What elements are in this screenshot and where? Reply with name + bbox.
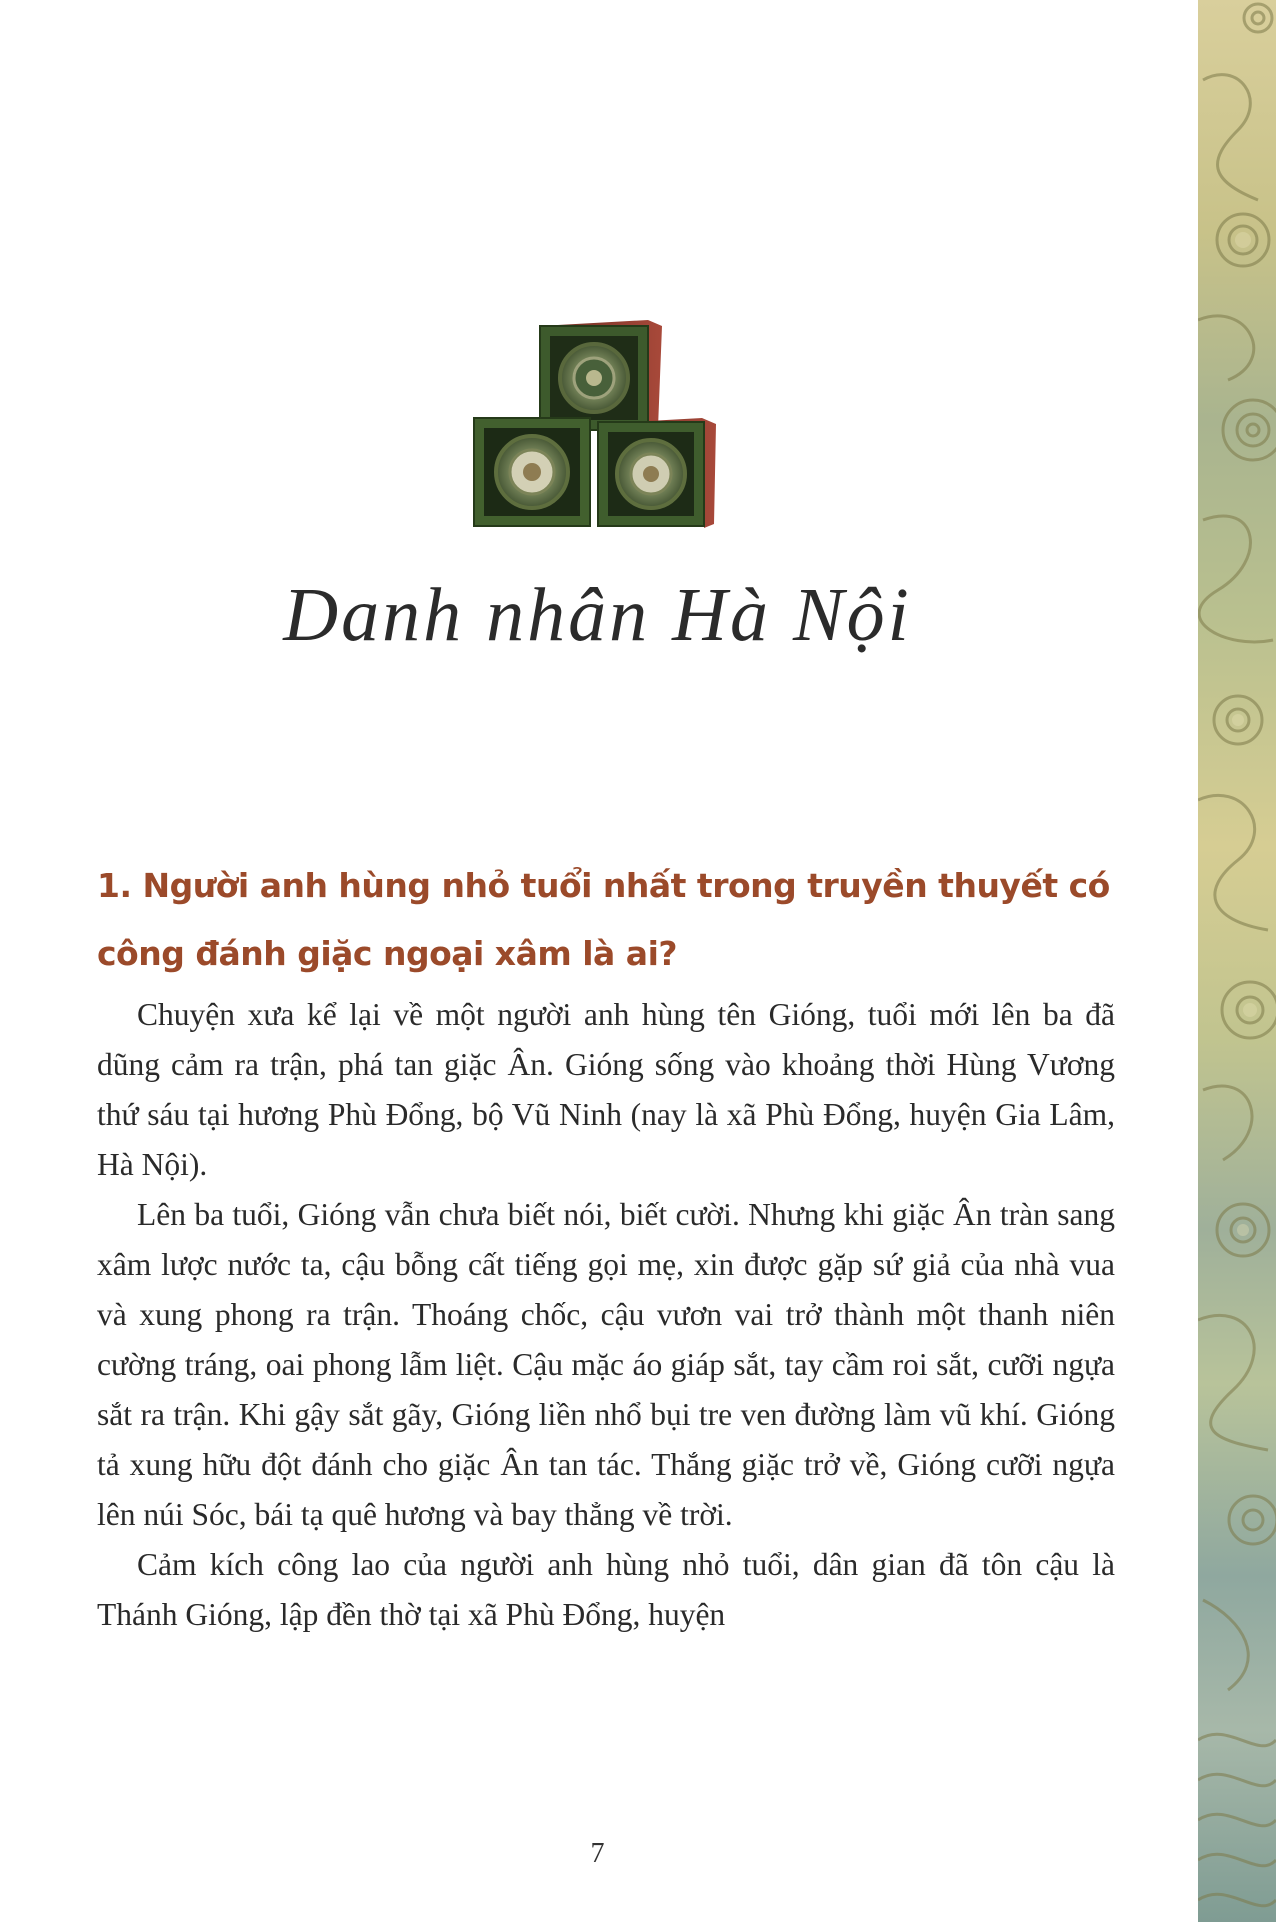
cloud-pattern-icon	[1198, 0, 1276, 1922]
bottom-right-tile	[596, 418, 716, 528]
question-heading: 1. Người anh hùng nhỏ tuổi nhất trong truyền thuyết có công đánh giặc ngoại xâm là ai?	[97, 866, 1110, 973]
chapter-title: Danh nhân Hà Nội	[283, 573, 912, 657]
paragraph: Chuyện xưa kể lại về một người anh hùng tên Gióng, tuổi mới lên ba đã dũng cảm ra trận, phá tan giặc Ân. Gióng sống vào khoảng thời Hùng Vương thứ sáu tại hương Phù Đổng, bộ Vũ Ninh (nay là xã Phù Đổng, huyện Gia Lâm, Hà Nội).	[97, 997, 1115, 1182]
paragraph: Cảm kích công lao của người anh hùng nhỏ tuổi, dân gian đã tôn cậu là Thánh Gióng, lập đền thờ tại xã Phù Đổng, huyện	[97, 1547, 1115, 1632]
ceramic-tiles-ornament	[470, 318, 740, 530]
top-tile	[540, 320, 662, 432]
bottom-left-tile	[474, 418, 590, 526]
decorative-cloud-border	[1198, 0, 1276, 1922]
paragraph: Lên ba tuổi, Gióng vẫn chưa biết nói, biết cười. Nhưng khi giặc Ân tràn sang xâm lược nước ta, cậu bỗng cất tiếng gọi mẹ, xin được gặp sứ giả của nhà vua và xung phong ra trận. Thoáng chốc, cậu vươn vai trở thành một thanh niên cường tráng, oai phong lẫm liệt. Cậu mặc áo giáp sắt, tay cầm roi sắt, cưỡi ngựa sắt ra trận. Khi gậy sắt gãy, Gióng liền nhổ bụi tre ven đường làm vũ khí. Gióng tả xung hữu đột đánh cho giặc Ân tan tác. Thắng giặc trở về, Gióng cưỡi ngựa lên núi Sóc, bái tạ quê hương và bay thẳng về trời.	[97, 1197, 1115, 1532]
page-number: 7	[590, 1838, 605, 1869]
body-text	[97, 990, 1115, 1640]
